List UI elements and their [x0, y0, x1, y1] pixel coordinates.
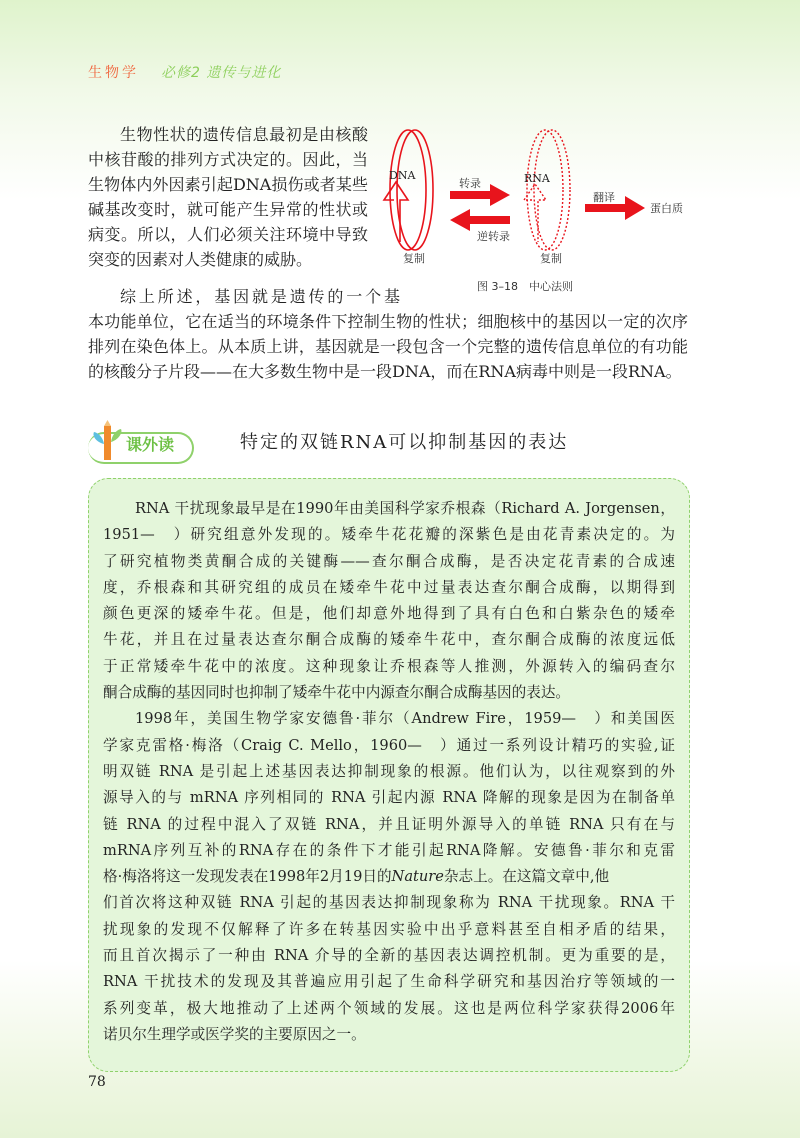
text-line: RNA 干扰技术的发现及其普遍应用引起了生命科学研究和基因治疗等领域的一: [103, 973, 675, 991]
text-line: 综上所述，基因就是遗传的一个基: [120, 287, 400, 306]
text-line: 碱基改变时，就可能产生异常的性状或: [88, 200, 368, 219]
text-line: 生物体内外因素引起DNA损伤或者某些: [88, 175, 368, 194]
text-line: RNA 干扰现象最早是在1990年由美国科学家乔根森（Richard A. Jorgensen，: [135, 500, 675, 517]
reading-box: [88, 478, 690, 1072]
page-number: 78: [88, 1074, 106, 1090]
book-title: 必修2 遗传与进化: [161, 65, 282, 81]
text-line: 突变的因素对人类健康的威胁。: [88, 250, 313, 269]
central-dogma-figure: [380, 112, 700, 302]
dna-label: DNA: [389, 169, 416, 182]
text-line: 而且首次揭示了一种由 RNA 介导的全新的基因表达调控机制。更为重要的是，: [103, 947, 675, 965]
text-line: 牛花，并且在过量表达查尔酮合成酶的矮牵牛花中，查尔酮合成酶的浓度远低: [103, 631, 675, 649]
protein-label: 蛋白质: [650, 202, 683, 215]
body-paragraph-1: [88, 122, 368, 272]
text-line: 诺贝尔生理学或医学奖的主要原因之一。: [103, 1025, 366, 1043]
text-line: 链 RNA 的过程中混入了双链 RNA，并且证明外源导入的单链 RNA 只有在与: [103, 815, 675, 833]
text-line: 病变。所以，人们必须关注环境中导致: [88, 225, 368, 244]
rna-replication-loop: [524, 130, 570, 250]
pencil-sprout-icon: [90, 420, 126, 466]
running-header: [88, 62, 281, 82]
rna-label: RNA: [524, 172, 550, 185]
text-line: 中核苷酸的排列方式决定的。因此，当: [88, 150, 368, 169]
text-line: 们首次将这种双链 RNA 引起的基因表达抑制现象称为 RNA 干扰现象。RNA 干: [103, 894, 675, 912]
text-line: 1998年，美国生物学家安德鲁·菲尔（Andrew Fire，1959— ）和美国医: [135, 710, 675, 728]
text-line: 度，乔根森和其研究组的成员在矮牵牛花中过量表达查尔酮合成酶，以期得到: [103, 578, 675, 596]
journal-name: Nature: [391, 868, 444, 886]
text-line: 生物性状的遗传信息最初是由核酸: [120, 125, 368, 144]
text-line: 了研究植物类黄酮合成的关键酶——查尔酮合成酶，是否决定花青素的合成速: [103, 552, 675, 570]
text-line: 1951— ）研究组意外发现的。矮牵牛花花瓣的深紫色是由花青素决定的。为: [103, 526, 675, 544]
text-line: mRNA序列互补的RNA存在的条件下才能引起RNA降解。安德鲁·菲尔和克雷: [103, 841, 675, 859]
dna-replication-loop: [384, 130, 433, 250]
text-line: 学家克雷格·梅洛（Craig C. Mello，1960— ）通过一系列设计精巧的实验,证: [103, 736, 675, 754]
text-line: 颜色更深的矮牵牛花。但是，他们却意外地得到了具有白色和白紫杂色的矮牵: [103, 605, 675, 623]
transcription-label: 转录: [459, 177, 481, 190]
text-line: 于正常矮牵牛花中的浓度。这种现象让乔根森等人推测，外源转入的编码查尔: [103, 657, 675, 675]
reverse-transcription-arrow: [450, 209, 510, 231]
extracurricular-reading-badge: [86, 422, 196, 456]
text-line: 的核酸分子片段——在大多数生物中是一段DNA，而在RNA病毒中则是一段RNA。: [88, 362, 682, 381]
dna-replication-label: 复制: [403, 252, 425, 265]
text-line: 扰现象的发现不仅解释了许多在转基因实验中出乎意料甚至自相矛盾的结果，: [103, 920, 675, 938]
text-line: 明双链 RNA 是引起上述基因表达抑制现象的根源。他们认为，以往观察到的外: [103, 762, 675, 780]
text-line: 酮合成酶的基因同时也抑制了矮牵牛花中内源查尔酮合成酶基因的表达。: [103, 684, 571, 702]
reading-paragraph-1: [89, 479, 689, 706]
rna-replication-label: 复制: [540, 252, 562, 265]
text-line: 源导入的与 mRNA 序列相同的 RNA 引起内源 RNA 降解的现象是因为在制备单: [103, 789, 675, 807]
text-line: [103, 864, 675, 890]
badge-label: 课外读: [126, 435, 175, 454]
translation-label: 翻译: [593, 191, 615, 204]
reverse-transcription-label: 逆转录: [477, 230, 510, 243]
reading-title: 特定的双链RNA可以抑制基因的表达: [240, 432, 569, 453]
text-span: 杂志上。在这篇文章中,他: [443, 868, 610, 886]
text-line: 系列变革，极大地推动了上述两个领域的发展。这也是两位科学家获得2006年: [103, 999, 675, 1017]
figure-caption: 图 3–18 中心法则: [477, 280, 573, 293]
text-line: 排列在染色体上。从本质上讲，基因就是一段包含一个完整的遗传信息单位的有功能: [88, 337, 688, 356]
subject-title: 生物学: [88, 65, 139, 81]
text-line: 本功能单位，它在适当的环境条件下控制生物的性状；细胞核中的基因以一定的次序: [88, 312, 688, 331]
text-span: 格·梅洛将这一发现发表在1998年2月19日的: [103, 868, 392, 886]
reading-paragraph-2: [89, 706, 689, 1048]
